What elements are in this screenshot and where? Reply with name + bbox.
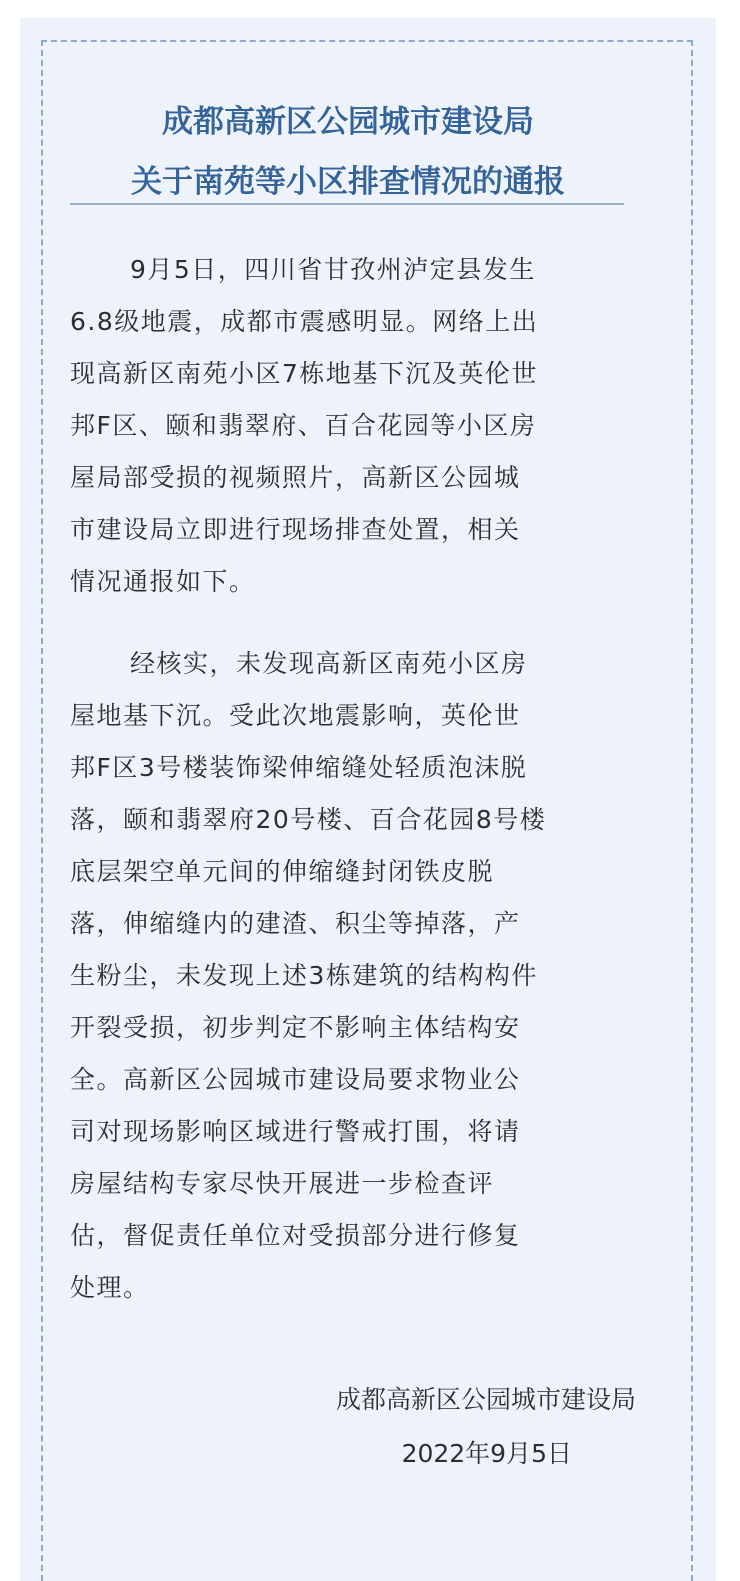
paragraph-2 [70, 638, 654, 1314]
title-divider [70, 203, 624, 205]
notice-title-line-2: 关于南苑等小区排查情况的通报 [131, 164, 565, 200]
paragraph-line: 司对现场影响区域进行警戒打围，将请 [70, 1117, 521, 1146]
paragraph-1 [70, 244, 654, 608]
paragraph-line: 开裂受损，初步判定不影响主体结构安 [70, 1013, 521, 1042]
paragraph-line: 落，伸缩缝内的建渣、积尘等掉落，产 [70, 909, 521, 938]
paragraph-line: 生粉尘，未发现上述3栋建筑的结构构件 [70, 961, 538, 990]
paragraph-line: 情况通报如下。 [70, 567, 256, 596]
paragraph-line: 市建设局立即进行现场排查处置，相关 [70, 515, 521, 544]
signature-organization: 成都高新区公园城市建设局 [335, 1385, 636, 1414]
paragraph-line: 屋局部受损的视频照片，高新区公园城 [70, 463, 521, 492]
signature-date: 2022年9月5日 [401, 1439, 572, 1468]
paragraph-line: 现高新区南苑小区7栋地基下沉及英伦世 [70, 359, 538, 388]
paragraph-line: 底层架空单元间的伸缩缝封闭铁皮脱 [70, 857, 495, 886]
paragraph-line: 全。高新区公园城市建设局要求物业公 [70, 1065, 521, 1094]
paragraph-line: 处理。 [70, 1273, 150, 1302]
paragraph-line: 6.8级地震，成都市震感明显。网络上出 [70, 307, 539, 336]
paragraph-line: 邦F区3号楼装饰梁伸缩缝处轻质泡沫脱 [70, 753, 528, 782]
paragraph-line: 落，颐和翡翠府20号楼、百合花园8号楼 [70, 805, 547, 834]
paragraph-line: 经核实，未发现高新区南苑小区房 [130, 649, 528, 678]
paragraph-line: 估，督促责任单位对受损部分进行修复 [70, 1221, 521, 1250]
paragraph-line: 9月5日，四川省甘孜州泸定县发生 [130, 255, 536, 284]
paragraph-line: 邦F区、颐和翡翠府、百合花园等小区房 [70, 411, 537, 440]
paragraph-line: 屋地基下沉。受此次地震影响，英伦世 [70, 701, 521, 730]
paragraph-line: 房屋结构专家尽快开展进一步检查评 [70, 1169, 495, 1198]
notice-title-line-1: 成都高新区公园城市建设局 [162, 104, 534, 140]
